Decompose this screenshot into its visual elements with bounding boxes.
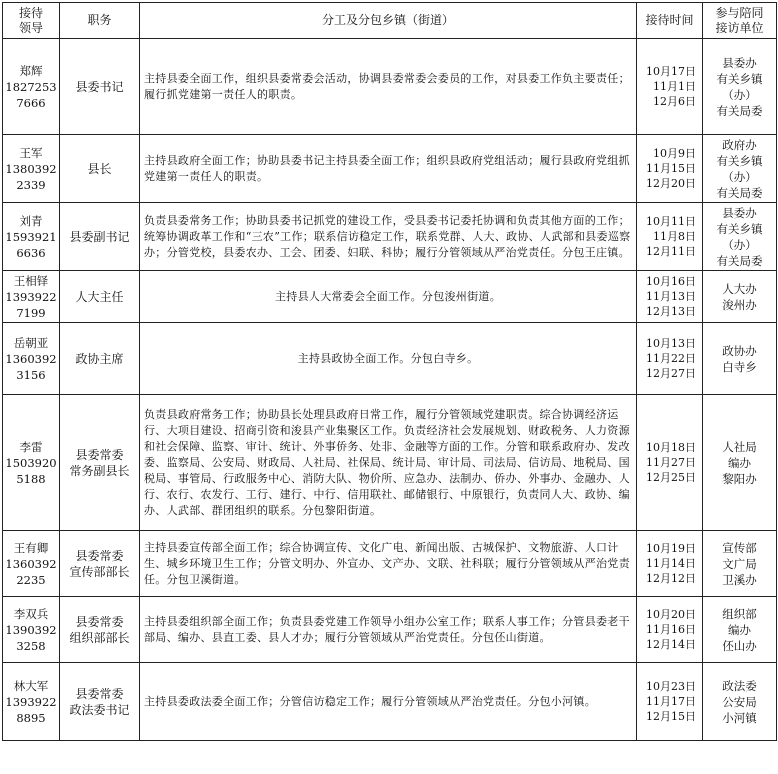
duty-text: 负责县政府常务工作；协助县长处理县政府日常工作，履行分管领域党建职责。综合协调经济运行、大项目建设、招商引资和浚县产业集聚区工作。负责经济社会发展规划、财政税务、人力资源和社会保障、监察、审计、统计、外事侨务、处非、金融等方面的工作。分管和联系政府办、发改委、监察局、公安局、财政局、人社局、社保局、统计局、审计局、司法局、信访局、地税局、国税局、事管局、行政服务中心、消防大队、物价所、应急办、法制办、侨办、外事办、金融办、人行、农行、农发行、工行、建行、中行、信用联社、邮储银行、中原银行，负责同人大、政协、编办、人武部、群团组织的联系。分包黎阳街道。 xyxy=(144,407,630,517)
reception-date: 12月6日 xyxy=(653,95,696,108)
role-text: 县长 xyxy=(87,161,112,176)
accompanying-unit: （办） xyxy=(722,237,757,252)
dates-cell xyxy=(637,39,703,135)
leader-cell xyxy=(3,395,60,531)
accompanying-unit: 卫溪办 xyxy=(722,572,757,587)
header-duty: 分工及分包乡镇（街道） xyxy=(140,3,637,39)
role-cell xyxy=(60,203,140,271)
dates-cell xyxy=(637,135,703,203)
role-cell xyxy=(60,531,140,597)
leader-cell xyxy=(3,663,60,741)
accompanying-unit: 小河镇 xyxy=(722,710,757,725)
duty-cell xyxy=(140,597,637,663)
reception-date: 11月22日 xyxy=(646,352,696,365)
leader-cell xyxy=(3,323,60,395)
duty-text: 主持县人大常委会全面工作。分包浚州街道。 xyxy=(275,289,501,303)
accompanying-unit: 浚州办 xyxy=(722,297,757,312)
reception-date: 12月13日 xyxy=(646,305,696,318)
leader-phone: 6636 xyxy=(16,245,46,260)
reception-date: 11月17日 xyxy=(646,695,696,708)
leader-phone: 1503920 xyxy=(5,455,57,470)
units-cell xyxy=(703,663,777,741)
leader-name: 王相铎 xyxy=(13,273,49,288)
duty-text: 主持县委政法委全面工作；分管信访稳定工作；履行分管领域从严治党责任。分包小河镇。 xyxy=(144,694,596,708)
reception-date: 10月23日 xyxy=(646,680,696,693)
accompanying-unit: 有关乡镇 xyxy=(716,153,763,168)
duty-cell xyxy=(140,663,637,741)
dates-cell xyxy=(637,663,703,741)
role-cell xyxy=(60,395,140,531)
leader-cell xyxy=(3,271,60,323)
leader-phone: 1380392 xyxy=(5,161,57,176)
reception-date: 12月15日 xyxy=(646,710,696,723)
role-text: 组织部部长 xyxy=(69,630,130,645)
reception-date: 11月1日 xyxy=(653,80,696,93)
leader-phone: 1593921 xyxy=(5,229,57,244)
reception-date: 11月8日 xyxy=(653,230,696,243)
role-text: 县委常委 xyxy=(75,548,124,563)
header-role: 职务 xyxy=(60,3,140,39)
reception-date: 11月27日 xyxy=(646,456,696,469)
table-row xyxy=(3,597,777,663)
table-body xyxy=(3,39,777,741)
leader-name: 林大军 xyxy=(13,678,49,693)
accompanying-unit: 有关局委 xyxy=(716,185,763,200)
leader-name: 王军 xyxy=(19,145,43,160)
leader-phone: 3156 xyxy=(16,367,46,382)
role-text: 政法委书记 xyxy=(69,702,130,717)
duty-text: 负责县委常务工作；协助县委书记抓党的建设工作，受县委书记委托协调和负责其他方面的工作；统筹协调政革工作和“三农”工作；联系信访稳定工作，联系党群、人大、政协、人武部和县委巡察办；分管党校，县委农办、工会、团委、妇联、科协；履行分管领域从严治党责任。分包王庄镇。 xyxy=(144,213,631,259)
table-row xyxy=(3,531,777,597)
table-row xyxy=(3,203,777,271)
reception-date: 11月15日 xyxy=(646,162,696,175)
role-text: 县委常委 xyxy=(75,447,124,462)
dates-cell xyxy=(637,395,703,531)
role-cell xyxy=(60,135,140,203)
duty-cell xyxy=(140,531,637,597)
reception-date: 10月9日 xyxy=(653,147,696,160)
reception-date: 11月16日 xyxy=(646,623,696,636)
leader-phone: 7666 xyxy=(16,95,46,110)
reception-schedule-table xyxy=(2,2,777,741)
duty-cell xyxy=(140,395,637,531)
leader-name: 郑辉 xyxy=(19,63,43,78)
role-text: 县委常委 xyxy=(75,614,124,629)
leader-name: 李雷 xyxy=(19,439,43,454)
header-units: 参与陪同 接访单位 xyxy=(703,3,777,39)
leader-phone: 1360392 xyxy=(5,556,57,571)
leader-cell xyxy=(3,203,60,271)
accompanying-unit: 政府办 xyxy=(722,137,757,152)
leader-name: 李双兵 xyxy=(13,606,49,621)
leader-cell xyxy=(3,531,60,597)
leader-cell xyxy=(3,39,60,135)
reception-date: 10月11日 xyxy=(646,215,696,228)
duty-text: 主持县委全面工作，组织县委常委会活动，协调县委常委会委员的工作，对县委工作负主要责任；履行抓党建第一责任人的职责。 xyxy=(144,71,630,101)
role-text: 人大主任 xyxy=(75,289,124,304)
duty-text: 主持县政协全面工作。分包白寺乡。 xyxy=(297,351,479,365)
reception-date: 10月13日 xyxy=(646,337,696,350)
header-leader: 接待 领导 xyxy=(3,3,60,39)
reception-date: 10月17日 xyxy=(646,65,696,78)
accompanying-unit: （办） xyxy=(722,169,757,184)
units-cell xyxy=(703,395,777,531)
reception-date: 10月16日 xyxy=(646,275,696,288)
units-cell xyxy=(703,597,777,663)
reception-date: 11月14日 xyxy=(646,557,696,570)
dates-cell xyxy=(637,531,703,597)
role-text: 县委常委 xyxy=(75,686,124,701)
accompanying-unit: 宣传部 xyxy=(722,540,757,555)
accompanying-unit: 黎阳办 xyxy=(722,471,757,486)
accompanying-unit: 公安局 xyxy=(722,694,757,709)
accompanying-unit: 有关局委 xyxy=(716,103,763,118)
table-row xyxy=(3,395,777,531)
leader-phone: 1360392 xyxy=(5,351,57,366)
accompanying-unit: 伾山办 xyxy=(722,638,757,653)
reception-date: 12月20日 xyxy=(646,177,696,190)
leader-phone: 1390392 xyxy=(5,622,57,637)
reception-date: 11月13日 xyxy=(646,290,696,303)
table-row xyxy=(3,663,777,741)
leader-phone: 1393922 xyxy=(5,289,57,304)
reception-date: 10月19日 xyxy=(646,542,696,555)
duty-cell xyxy=(140,203,637,271)
duty-text: 主持县委宣传部全面工作；综合协调宣传、文化广电、新闻出版、古城保护、文物旅游、人口计生、城乡环境卫生工作；分管文明办、外宣办、文产办、文联、社科联；履行分管领域从严治党责任。分包卫溪街道。 xyxy=(144,540,630,586)
units-cell xyxy=(703,271,777,323)
dates-cell xyxy=(637,203,703,271)
leader-phone: 7199 xyxy=(16,305,46,320)
units-cell xyxy=(703,135,777,203)
duty-cell xyxy=(140,323,637,395)
header-row xyxy=(3,3,777,39)
units-cell xyxy=(703,39,777,135)
table-row xyxy=(3,39,777,135)
reception-date: 12月14日 xyxy=(646,638,696,651)
accompanying-unit: 编办 xyxy=(728,455,751,470)
duty-text: 主持县政府全面工作；协助县委书记主持县委全面工作；组织县政府党组活动；履行县政府党组抓党建第一责任人的职责。 xyxy=(144,153,630,183)
table-row xyxy=(3,271,777,323)
leader-phone: 2339 xyxy=(16,177,46,192)
reception-date: 12月25日 xyxy=(646,471,696,484)
units-cell xyxy=(703,531,777,597)
accompanying-unit: 编办 xyxy=(728,622,751,637)
reception-date: 12月11日 xyxy=(646,245,696,258)
table-row xyxy=(3,323,777,395)
leader-phone: 8895 xyxy=(16,710,46,725)
leader-phone: 2235 xyxy=(16,572,46,587)
header-dates: 接待时间 xyxy=(637,3,703,39)
role-text: 县委书记 xyxy=(75,79,124,94)
accompanying-unit: 文广局 xyxy=(722,556,757,571)
reception-date: 12月12日 xyxy=(646,572,696,585)
dates-cell xyxy=(637,271,703,323)
duty-cell xyxy=(140,39,637,135)
leader-phone: 1393922 xyxy=(5,694,57,709)
accompanying-unit: 县委办 xyxy=(722,205,757,220)
leader-name: 王有卿 xyxy=(13,540,49,555)
accompanying-unit: 有关局委 xyxy=(716,253,763,268)
leader-phone: 3258 xyxy=(16,638,46,653)
accompanying-unit: （办） xyxy=(722,87,757,102)
table-row xyxy=(3,135,777,203)
duty-cell xyxy=(140,271,637,323)
role-cell xyxy=(60,597,140,663)
role-text: 常务副县长 xyxy=(69,463,130,478)
leader-cell xyxy=(3,597,60,663)
accompanying-unit: 人社局 xyxy=(722,439,757,454)
accompanying-unit: 白寺乡 xyxy=(722,359,757,374)
accompanying-unit: 人大办 xyxy=(722,281,757,296)
accompanying-unit: 组织部 xyxy=(722,606,757,621)
role-cell xyxy=(60,323,140,395)
dates-cell xyxy=(637,597,703,663)
leader-phone: 1827253 xyxy=(5,79,57,94)
reception-date: 10月18日 xyxy=(646,441,696,454)
reception-schedule-sheet xyxy=(2,2,776,741)
accompanying-unit: 政法委 xyxy=(722,678,757,693)
leader-name: 岳朝亚 xyxy=(13,335,49,350)
accompanying-unit: 有关乡镇 xyxy=(716,71,763,86)
reception-date: 10月20日 xyxy=(646,608,696,621)
leader-phone: 5188 xyxy=(16,471,46,486)
dates-cell xyxy=(637,323,703,395)
role-cell xyxy=(60,663,140,741)
accompanying-unit: 县委办 xyxy=(722,55,757,70)
role-text: 宣传部部长 xyxy=(69,564,130,579)
role-text: 县委副书记 xyxy=(69,229,130,244)
units-cell xyxy=(703,203,777,271)
leader-cell xyxy=(3,135,60,203)
duty-cell xyxy=(140,135,637,203)
accompanying-unit: 政协办 xyxy=(722,343,757,358)
leader-name: 刘青 xyxy=(19,213,43,228)
role-text: 政协主席 xyxy=(75,351,124,366)
accompanying-unit: 有关乡镇 xyxy=(716,221,763,236)
role-cell xyxy=(60,39,140,135)
duty-text: 主持县委组织部全面工作；负责县委党建工作领导小组办公室工作；联系人事工作；分管县委老干部局、编办、县直工委、县人才办；履行分管领域从严治党责任。分包伾山街道。 xyxy=(144,614,630,644)
role-cell xyxy=(60,271,140,323)
units-cell xyxy=(703,323,777,395)
reception-date: 12月27日 xyxy=(646,367,696,380)
